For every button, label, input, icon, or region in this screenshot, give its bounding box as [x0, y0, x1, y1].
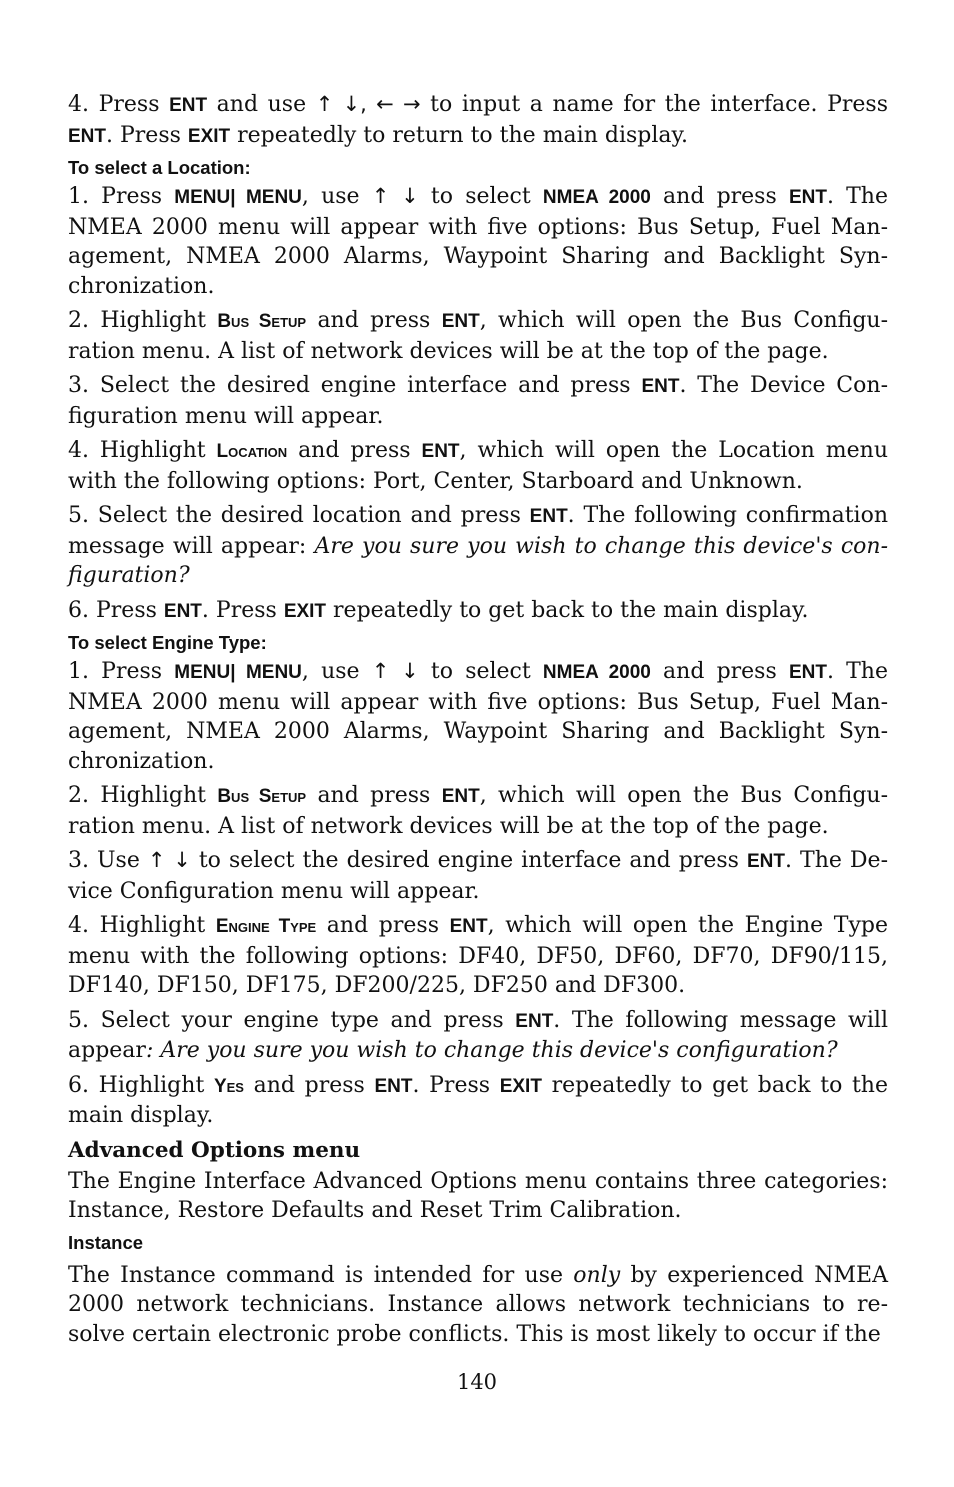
location-step-3: 3. Select the desired engine interface and press ENT. The Device Configuration menu will appear. — [68, 373, 888, 429]
menu-engine-type: Engine Type — [215, 916, 317, 937]
menu-nmea-2000: NMEA 2000 — [542, 662, 651, 683]
emphasis-only: only — [573, 1262, 621, 1288]
key-ent: ENT — [441, 786, 480, 807]
key-exit: EXIT — [499, 1075, 542, 1097]
text: 4. Press — [68, 92, 170, 117]
location-step-5: 5. Select the desired location and press ENT. The following confirmation message will appear: Are you sure you wish to change this device's configuration? — [68, 503, 888, 588]
text: . Press — [106, 122, 188, 148]
page-number: 140 — [456, 1370, 498, 1394]
location-step-4: 4. Highlight Location and press ENT, which will open the Location menu with the following options: Port, Center, Starboard and Unknown. — [68, 438, 889, 494]
engine-step-2: 2. Highlight Bus Setup and press ENT, which will open the Bus Configuration menu. A list of network devices will be at the top of the page. — [68, 783, 889, 839]
menu-bus-setup: Bus Setup — [217, 311, 307, 332]
location-step-1: 1. Press MENU| MENU, use ↑ ↓ to select NMEA 2000 and press ENT. The NMEA 2000 menu will appear with five options: Bus Setup, Fuel Management, NMEA 2000 Alarms, Waypoint Sharing and Backlight Synchronization. — [68, 184, 888, 299]
key-ent: ENT — [449, 916, 488, 937]
location-step-6: 6. Press ENT. Press EXIT repeatedly to get back to the main display. — [68, 597, 809, 623]
key-ent: ENT — [68, 125, 106, 147]
location-step-2: 2. Highlight Bus Setup and press ENT, which will open the Bus Configuration menu. A list of network devices will be at the top of the page. — [68, 308, 889, 364]
menu-location: Location — [216, 441, 288, 462]
menu-yes: Yes — [213, 1075, 244, 1097]
arrow-keys-icon: ↑ ↓ — [147, 848, 191, 872]
engine-step-5: 5. Select your engine type and press ENT. The following message will appear: Are you sure you wish to change this device's configuration? — [68, 1007, 888, 1063]
key-exit: EXIT — [283, 600, 327, 622]
confirmation-message: Are you sure you wish to change this device's configuration? — [68, 533, 888, 588]
advanced-options-intro: The Engine Interface Advanced Options menu contains three categories: Instance, Restore Defaults and Reset Trim Calibration. — [68, 1168, 888, 1223]
key-ent: ENT — [421, 441, 460, 462]
arrow-keys-icon: ↑ ↓ — [371, 659, 419, 683]
confirmation-message: : Are you sure you wish to change this device's configuration? — [145, 1038, 838, 1063]
engine-type-heading: To select Engine Type: — [68, 632, 267, 653]
key-ent: ENT — [374, 1075, 413, 1097]
text: repeatedly to return to the main display. — [230, 122, 689, 148]
instance-paragraph: The Instance command is intended for use only by experienced NMEA 2000 network technicians. Instance allows network technicians to resolve certain electronic probe conflicts. This is most likely to occur if the — [68, 1262, 888, 1347]
key-ent: ENT — [641, 376, 680, 397]
key-exit: EXIT — [187, 125, 231, 147]
location-heading: To select a Location: — [68, 157, 251, 178]
manual-page-body — [68, 90, 888, 1354]
engine-step-1: 1. Press MENU| MENU, use ↑ ↓ to select NMEA 2000 and press ENT. The NMEA 2000 menu will appear with five options: Bus Setup, Fuel Management, NMEA 2000 Alarms, Waypoint Sharing and Backlight Synchronization. — [68, 659, 888, 774]
step-input-name — [68, 90, 888, 151]
menu-nmea-2000: NMEA 2000 — [542, 187, 651, 208]
text: to input a name for the interface. Press — [420, 92, 888, 117]
engine-step-6: 6. Highlight Yes and press ENT. Press EXIT repeatedly to get back to the main display. — [68, 1072, 889, 1128]
key-ent: ENT — [747, 851, 785, 872]
instance-heading: Instance — [68, 1231, 144, 1253]
key-ent: ENT — [169, 95, 208, 116]
key-ent: ENT — [163, 600, 202, 622]
arrow-keys-icon: ↑ ↓ — [371, 184, 419, 208]
engine-step-3: 3. Use ↑ ↓ to select the desired engine interface and press ENT. The Device Configuration menu will appear. — [68, 848, 889, 904]
text: and use — [207, 92, 316, 117]
key-ent: ENT — [441, 311, 480, 332]
key-menu-menu: MENU| MENU — [174, 187, 302, 208]
key-ent: ENT — [788, 662, 827, 683]
arrow-keys-icon: ↑ ↓, ← → — [315, 92, 421, 116]
advanced-options-heading: Advanced Options menu — [68, 1137, 361, 1163]
key-menu-menu: MENU| MENU — [174, 662, 302, 683]
key-ent: ENT — [529, 506, 568, 527]
engine-step-4: 4. Highlight Engine Type and press ENT, which will open the Engine Type menu with the following options: DF40, DF50, DF60, DF70, DF90/115, DF140, DF150, DF175, DF200/225, DF250 and DF300. — [68, 913, 888, 998]
key-ent: ENT — [788, 187, 827, 208]
key-ent: ENT — [515, 1010, 554, 1032]
menu-bus-setup: Bus Setup — [217, 786, 307, 807]
